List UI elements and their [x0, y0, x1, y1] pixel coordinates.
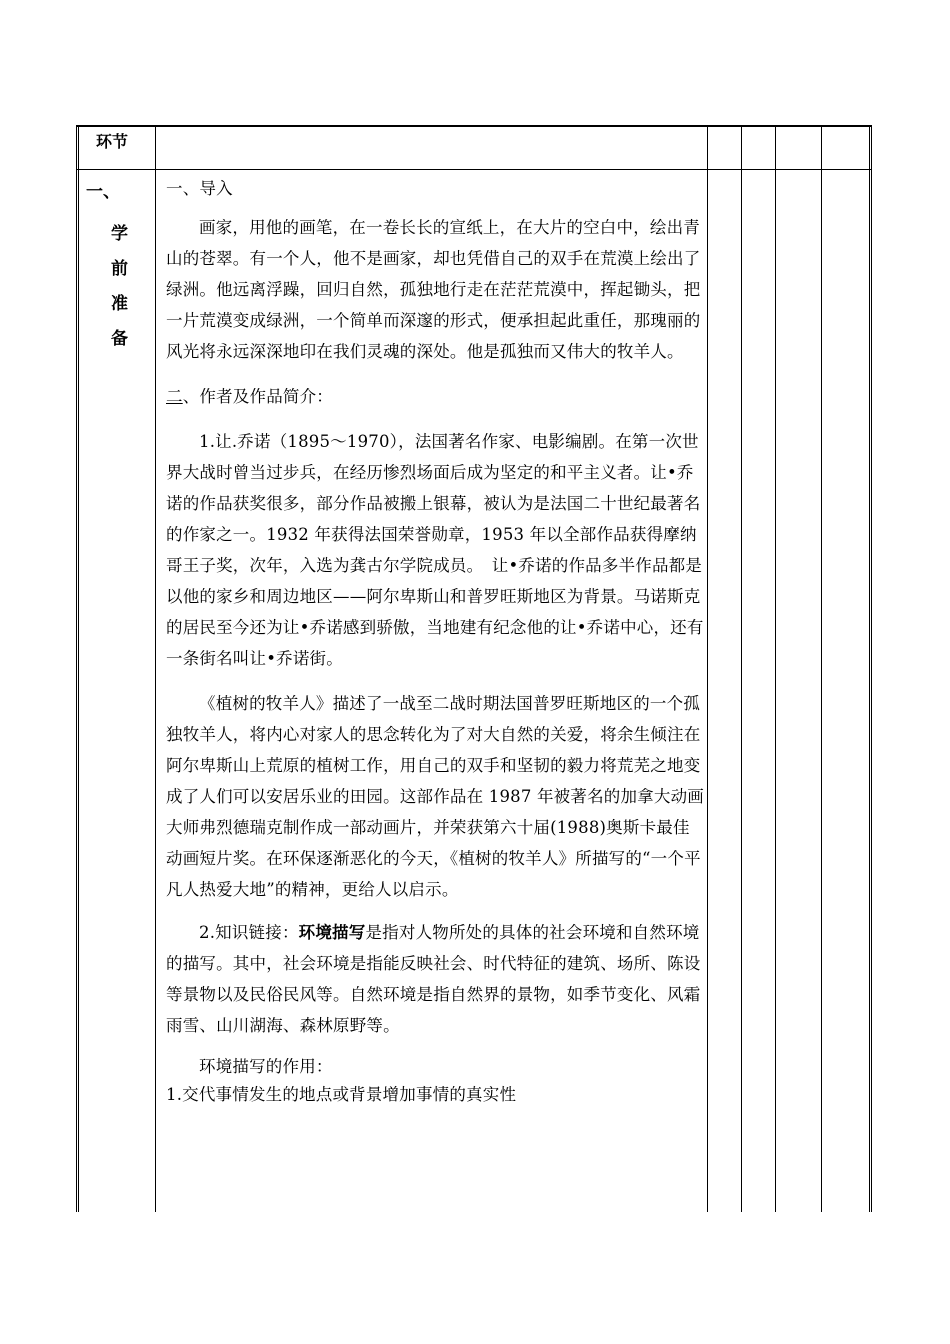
heading-number: 二 [166, 387, 183, 406]
function-item: 1.交代事情发生的地点或背景增加事情的真实性 [166, 1085, 517, 1104]
section-name-char: 准 [111, 294, 128, 314]
column-divider [707, 125, 708, 1212]
section-name [111, 217, 131, 357]
introduction-paragraph: 画家，用他的画笔，在一卷长长的宣纸上，在大片的空白中，绘出青山的苍翠。有一个人，他不是画家，却也凭借自己的双手在荒漠上绘出了绿洲。他远离浮躁，回归自然，孤独地行走在茫茫荒漠中，挥起锄头，把一片荒漠变成绿洲，一个简单而深邃的形式，便承担起此重任，那瑰丽的风光将永远深深地印在我们灵魂的深处。他是孤独而又伟大的牧羊人。 [166, 218, 701, 361]
heading-author-works [166, 381, 704, 412]
section-name-char: 学 [111, 224, 128, 244]
lesson-table [76, 125, 872, 1212]
heading-introduction: 一、导入 [166, 179, 233, 198]
content-cell [166, 173, 704, 1109]
work-paragraph: 《植树的牧羊人》描述了一战至二战时期法国普罗旺斯地区的一个孤独牧羊人，将内心对家人的思念转化为了对大自然的关爱，将余生倾注在阿尔卑斯山上荒原的植树工作，用自己的双手和坚韧的毅力将荒芜之地变成了人们可以安居乐业的田园。这部作品在 1987 年被著名的加拿大动画大师弗烈德瑞克制作成一部动画片，并荣获第六十届(1988)奥斯卡最佳动画短片奖。在环保逐渐恶化的今天，《植树的牧羊人》所描写的“一个平凡人热爱大地”的精神，更给人以启示。 [166, 694, 704, 899]
header-row-divider [76, 169, 872, 170]
column-divider [775, 125, 776, 1212]
knowledge-prefix: 2.知识链接： [199, 923, 299, 942]
column-divider [821, 125, 822, 1212]
author-paragraph: 1.让.乔诺（1895～1970），法国著名作家、电影编剧。在第一次世界大战时曾当过步兵，在经历惨烈场面后成为坚定的和平主义者。让•乔诺的作品获奖很多，部分作品被搬上银幕，被认为是法国二十世纪最著名的作家之一。1932 年获得法国荣誉勋章，1953 年以全部作品获得摩纳哥王子奖，次年，入选为龚古尔学院成员。 让•乔诺的作品多半作品都是以他的家乡和周边地区——阿尔卑斯山和普罗旺斯地区为背景。马诺斯克的居民至今还为让•乔诺感到骄傲，当地建有纪念他的让•乔诺中心，还有一条街名叫让•乔诺街。 [166, 432, 704, 668]
section-name-char: 备 [111, 329, 128, 349]
table-right-border [869, 125, 872, 1212]
knowledge-paragraph [166, 917, 704, 1041]
header-cell-label: 环节 [96, 132, 129, 151]
knowledge-term: 环境描写 [298, 923, 366, 942]
column-divider [155, 125, 156, 1212]
table-left-border [76, 125, 79, 1212]
table-top-border [76, 125, 872, 127]
heading-text: 、作者及作品简介： [182, 387, 334, 406]
knowledge-text: 是指对人物所处的具体的社会环境和自然环境的描写。其中，社会环境是指能反映社会、时代特征的建筑、场所、陈设等景物以及民俗民风等。自然环境是指自然界的景物，如季节变化、风霜雨雪、山川湖海、森林原野等。 [166, 923, 701, 1035]
section-number: 一、 [86, 182, 120, 202]
function-title: 环境描写的作用： [199, 1057, 333, 1076]
column-divider [741, 125, 742, 1212]
section-name-char: 前 [111, 259, 128, 279]
